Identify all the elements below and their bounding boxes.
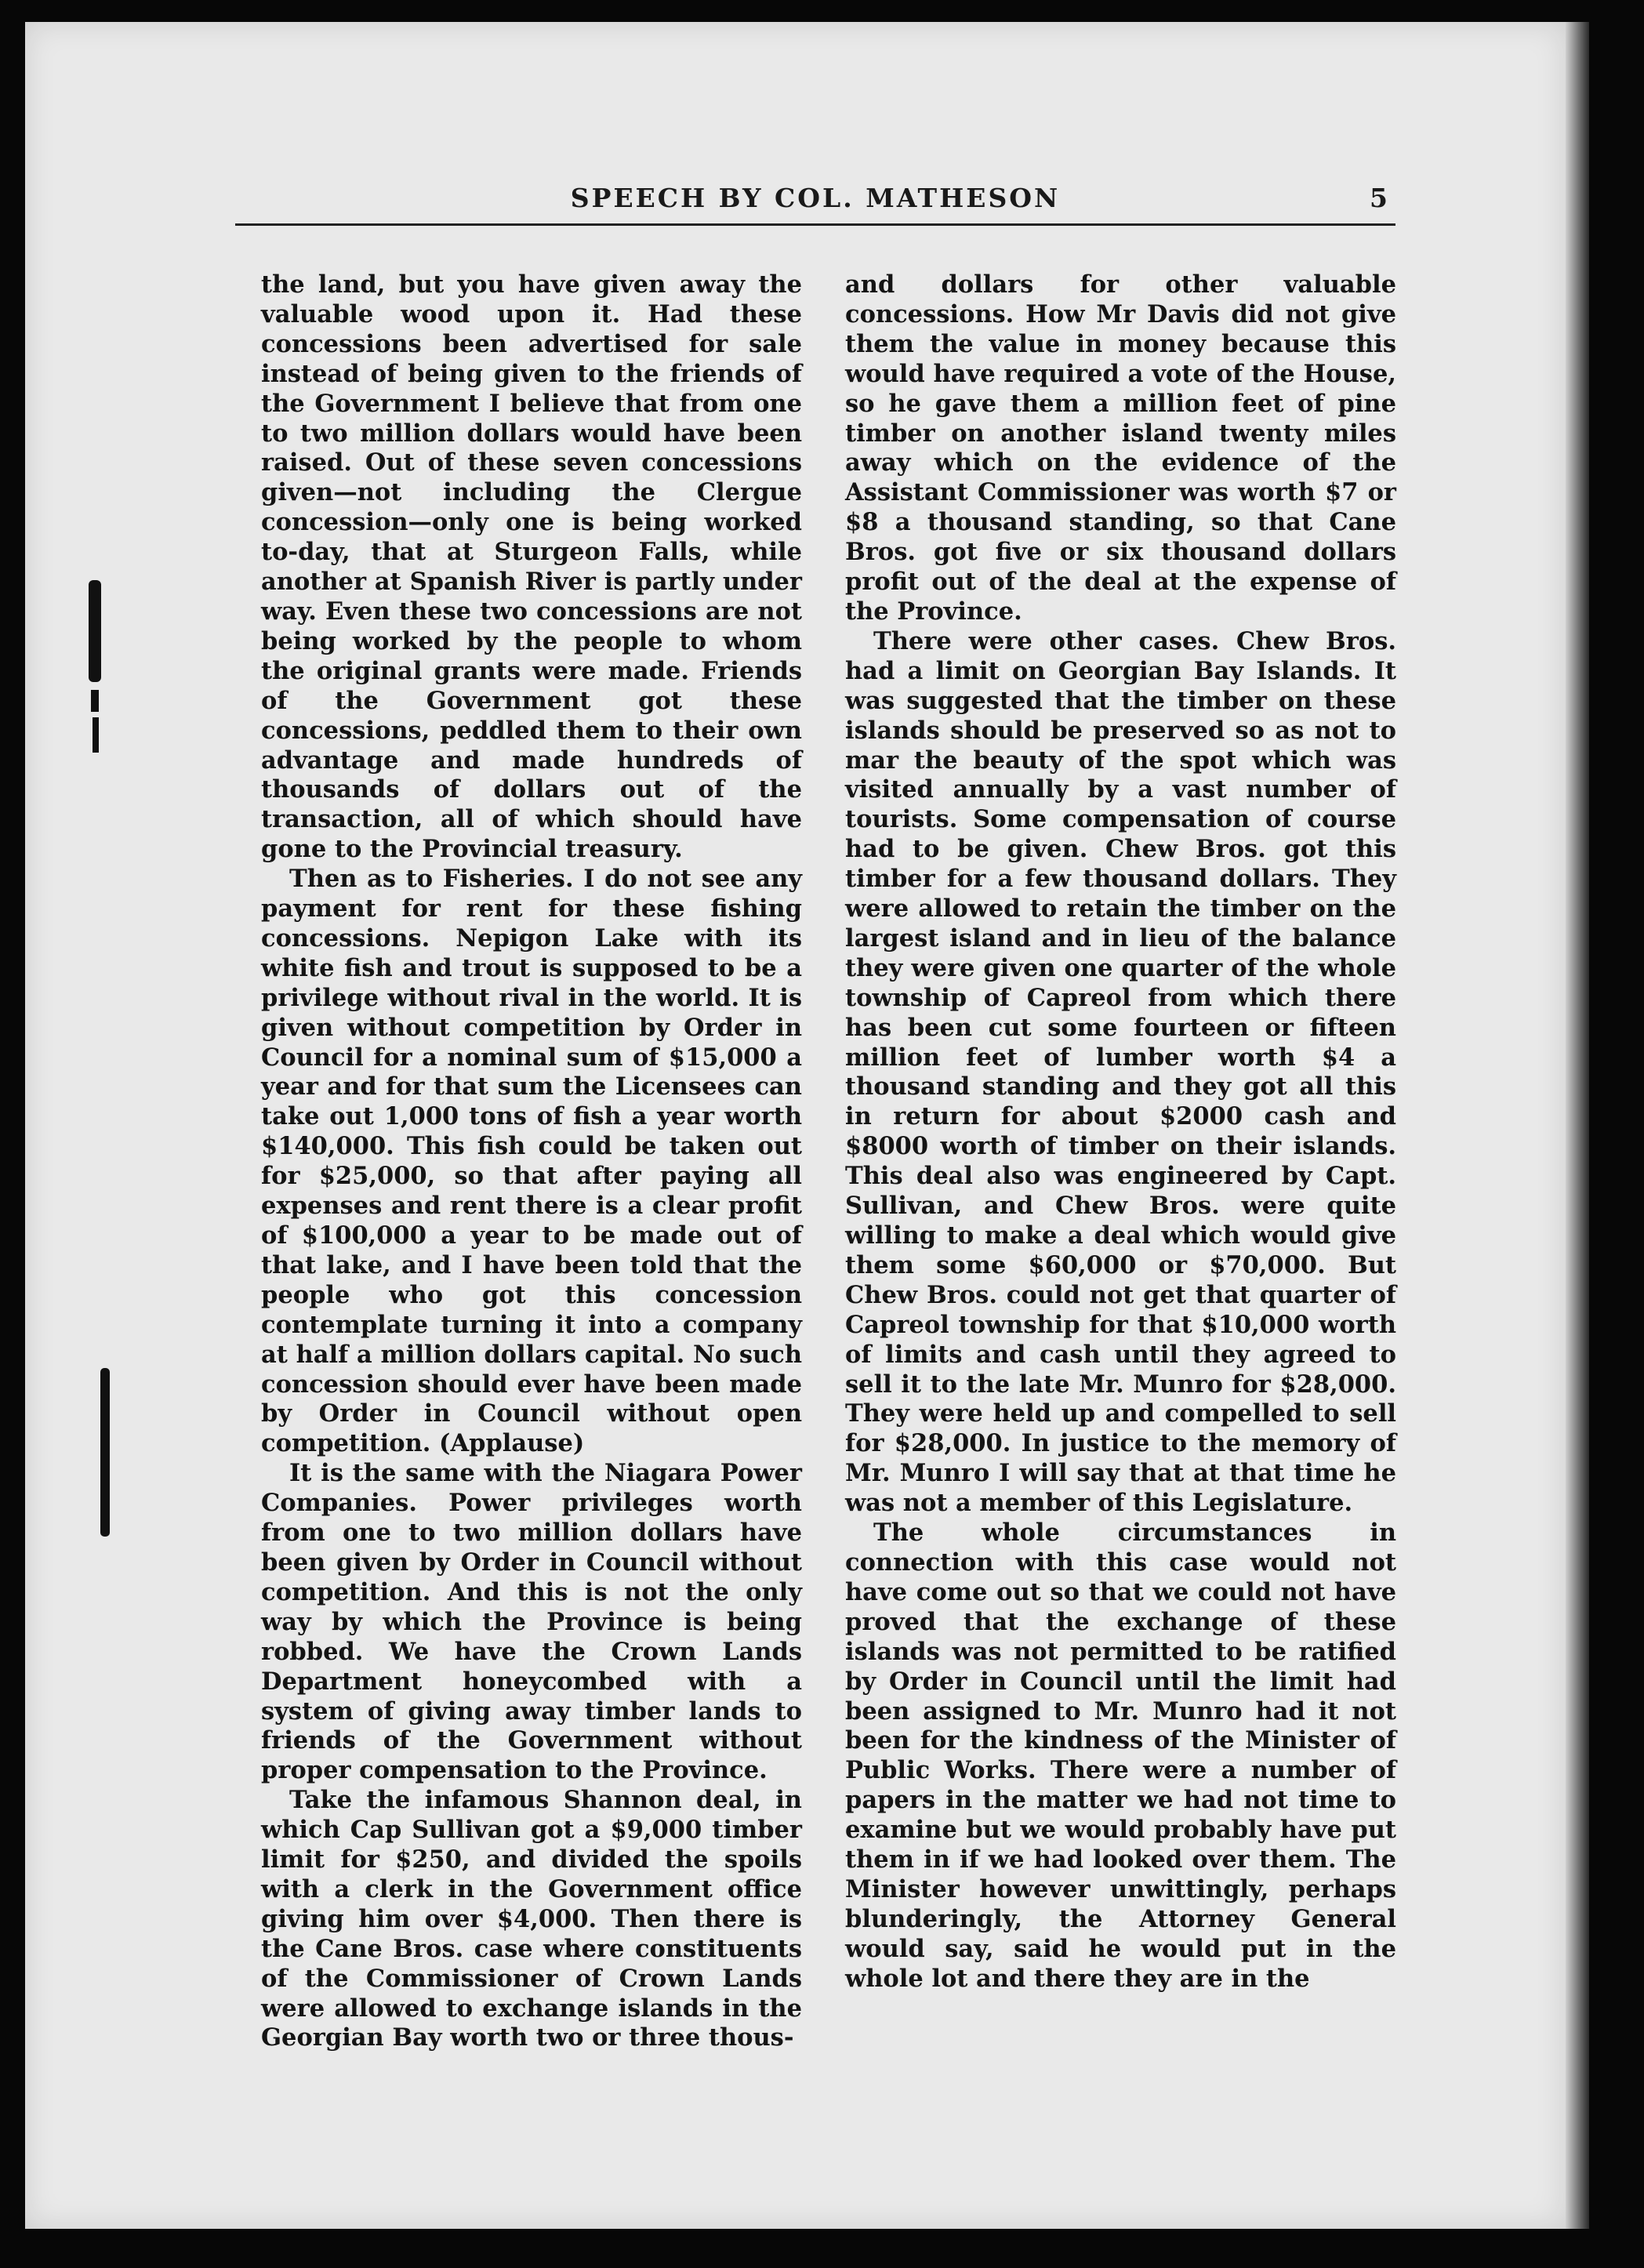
right-column [845,270,1396,1994]
left-column [261,270,802,2053]
binding-mark-upper-dot [91,690,99,712]
paragraph: the land, but you have given away the valuable wood upon it. Had these concessions been advertised for sale instead of being given to the friends of the Government I believe that from one to two million dollars would have been raised. Out of these seven concessions given—not including the Clergue concession—only one is being worked to-day, that at Sturgeon Falls, while another at Spanish River is partly under way. Even these two concessions are not being worked by the people to whom the original grants were made. Friends of the Government got these concessions, peddled them to their own advantage and made hundreds of thousands of dollars out of the transaction, all of which should have gone to the Provincial treasury. [261,270,802,864]
paragraph: It is the same with the Niagara Power Companies. Power privileges worth from one to two million dollars have been given by Order in Council without competition. And this is not the only way by which the Province is being robbed. We have the Crown Lands Department honeycombed with a system of giving away timber lands to friends of the Government without proper compensation to the Province. [261,1459,802,1785]
paragraph: and dollars for other valuable concessions. How Mr Davis did not give them the value in money because this would have required a vote of the House, so he gave them a million feet of pine timber on another island twenty miles away which on the evidence of the Assistant Commissioner was worth $7 or $8 a thousand standing, so that Cane Bros. got five or six thousand dollars profit out of the deal at the expense of the Province. [845,270,1396,626]
binding-mark-upper [89,580,101,682]
running-header [235,176,1395,226]
page-number: 5 [1370,183,1388,213]
header-title: SPEECH BY COL. MATHESON [570,183,1061,213]
paragraph: Then as to Fisheries. I do not see any payment for rent for these fishing concessions. Nepigon Lake with its white fish and trout is supposed to be a privilege without rival in the world. It is given without competition by Order in Council for a nominal sum of $15,000 a year and for that sum the Licensees can take out 1,000 tons of fish a year worth $140,000. This fish could be taken out for $25,000, so that after paying all expenses and rent there is a clear profit of $100,000 a year to be made out of that lake, and I have been told that the people who got this concession contemplate turning it into a company at half a million dollars capital. No such concession should ever have been made by Order in Council without open competition. (Applause) [261,865,802,1458]
paragraph: Take the infamous Shannon deal, in which Cap Sullivan got a $9,000 timber limit for $250, and divided the spoils with a clerk in the Government office giving him over $4,000. Then there is the Cane Bros. case where constituents of the Commissioner of Crown Lands were allowed to exchange islands in the Georgian Bay worth two or three thous- [261,1786,802,2052]
binding-mark-lower [100,1368,110,1537]
binding-mark-upper-tail [93,717,99,753]
paragraph: The whole circumstances in connection with this case would not have come out so that we could not have proved that the exchange of these islands was not permitted to be ratified by Order in Council until the limit had been assigned to Mr. Munro had it not been for the kindness of the Minister of Public Works. There were a number of papers in the matter we had not time to examine but we would probably have put them in if we had looked over them. The Minister however unwittingly, perhaps blunderingly, the Attorney General would say, said he would put in the whole lot and there they are in the [845,1519,1396,1993]
paragraph: There were other cases. Chew Bros. had a limit on Georgian Bay Islands. It was suggested that the timber on these islands should be preserved so as not to mar the beauty of the spot which was visited annually by a vast number of tourists. Some compensation of course had to be given. Chew Bros. got this timber for a few thousand dollars. They were allowed to retain the timber on the largest island and in lieu of the balance they were given one quarter of the whole township of Capreol from which there has been cut some fourteen or fifteen million feet of lumber worth $4 a thousand standing and they got all this in return for about $2000 cash and $8000 worth of timber on their islands. This deal also was engineered by Capt. Sullivan, and Chew Bros. were quite willing to make a deal which would give them some $60,000 or $70,000. But Chew Bros. could not get that quarter of Capreol township for that $10,000 worth of limits and cash until they agreed to sell it to the late Mr. Munro for $28,000. They were held up and compelled to sell for $28,000. In justice to the memory of Mr. Munro I will say that at that time he was not a member of this Legislature. [845,626,1396,1518]
page-edge-shadow [1566,22,1589,2229]
